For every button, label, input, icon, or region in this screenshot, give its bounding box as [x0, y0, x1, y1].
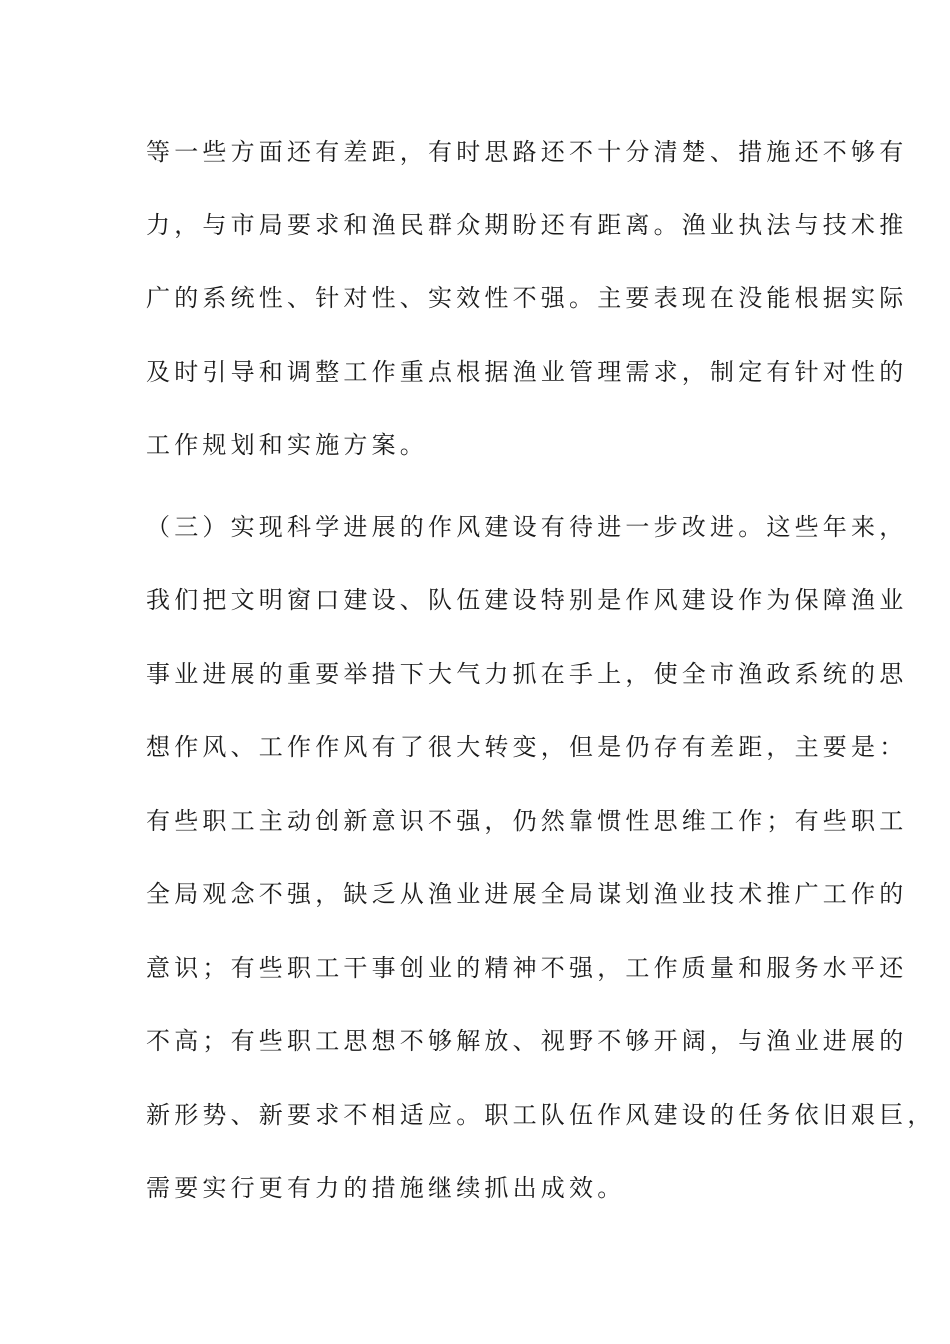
- text-line-2: 力，与市局要求和渔民群众期盼还有距离。渔业执法与技术推: [146, 211, 908, 239]
- text-line-15: 需要实行更有力的措施继续抓出成效。: [146, 1174, 626, 1202]
- text-line-11: 全局观念不强，缺乏从渔业进展全局谋划渔业技术推广工作的: [146, 880, 908, 908]
- text-line-4: 及时引导和调整工作重点根据渔业管理需求，制定有针对性的: [146, 358, 908, 386]
- text-line-13: 不高；有些职工思想不够解放、视野不够开阔，与渔业进展的: [146, 1027, 908, 1055]
- text-line-10: 有些职工主动创新意识不强，仍然靠惯性思维工作；有些职工: [146, 807, 908, 835]
- text-line-8: 事业进展的重要举措下大气力抓在手上，使全市渔政系统的思: [146, 660, 908, 688]
- text-line-14: 新形势、新要求不相适应。职工队伍作风建设的任务依旧艰巨，: [146, 1101, 936, 1129]
- text-line-1: 等一些方面还有差距，有时思路还不十分清楚、措施还不够有: [146, 138, 908, 166]
- text-line-7: 我们把文明窗口建设、队伍建设特别是作风建设作为保障渔业: [146, 586, 908, 614]
- text-line-5: 工作规划和实施方案。: [146, 431, 428, 459]
- text-line-3: 广的系统性、针对性、实效性不强。主要表现在没能根据实际: [146, 284, 908, 312]
- text-line-6: （三）实现科学进展的作风建设有待进一步改进。这些年来，: [146, 513, 908, 541]
- text-line-9: 想作风、工作作风有了很大转变，但是仍存有差距，主要是：: [146, 733, 908, 761]
- text-line-12: 意识；有些职工干事创业的精神不强，工作质量和服务水平还: [146, 954, 908, 982]
